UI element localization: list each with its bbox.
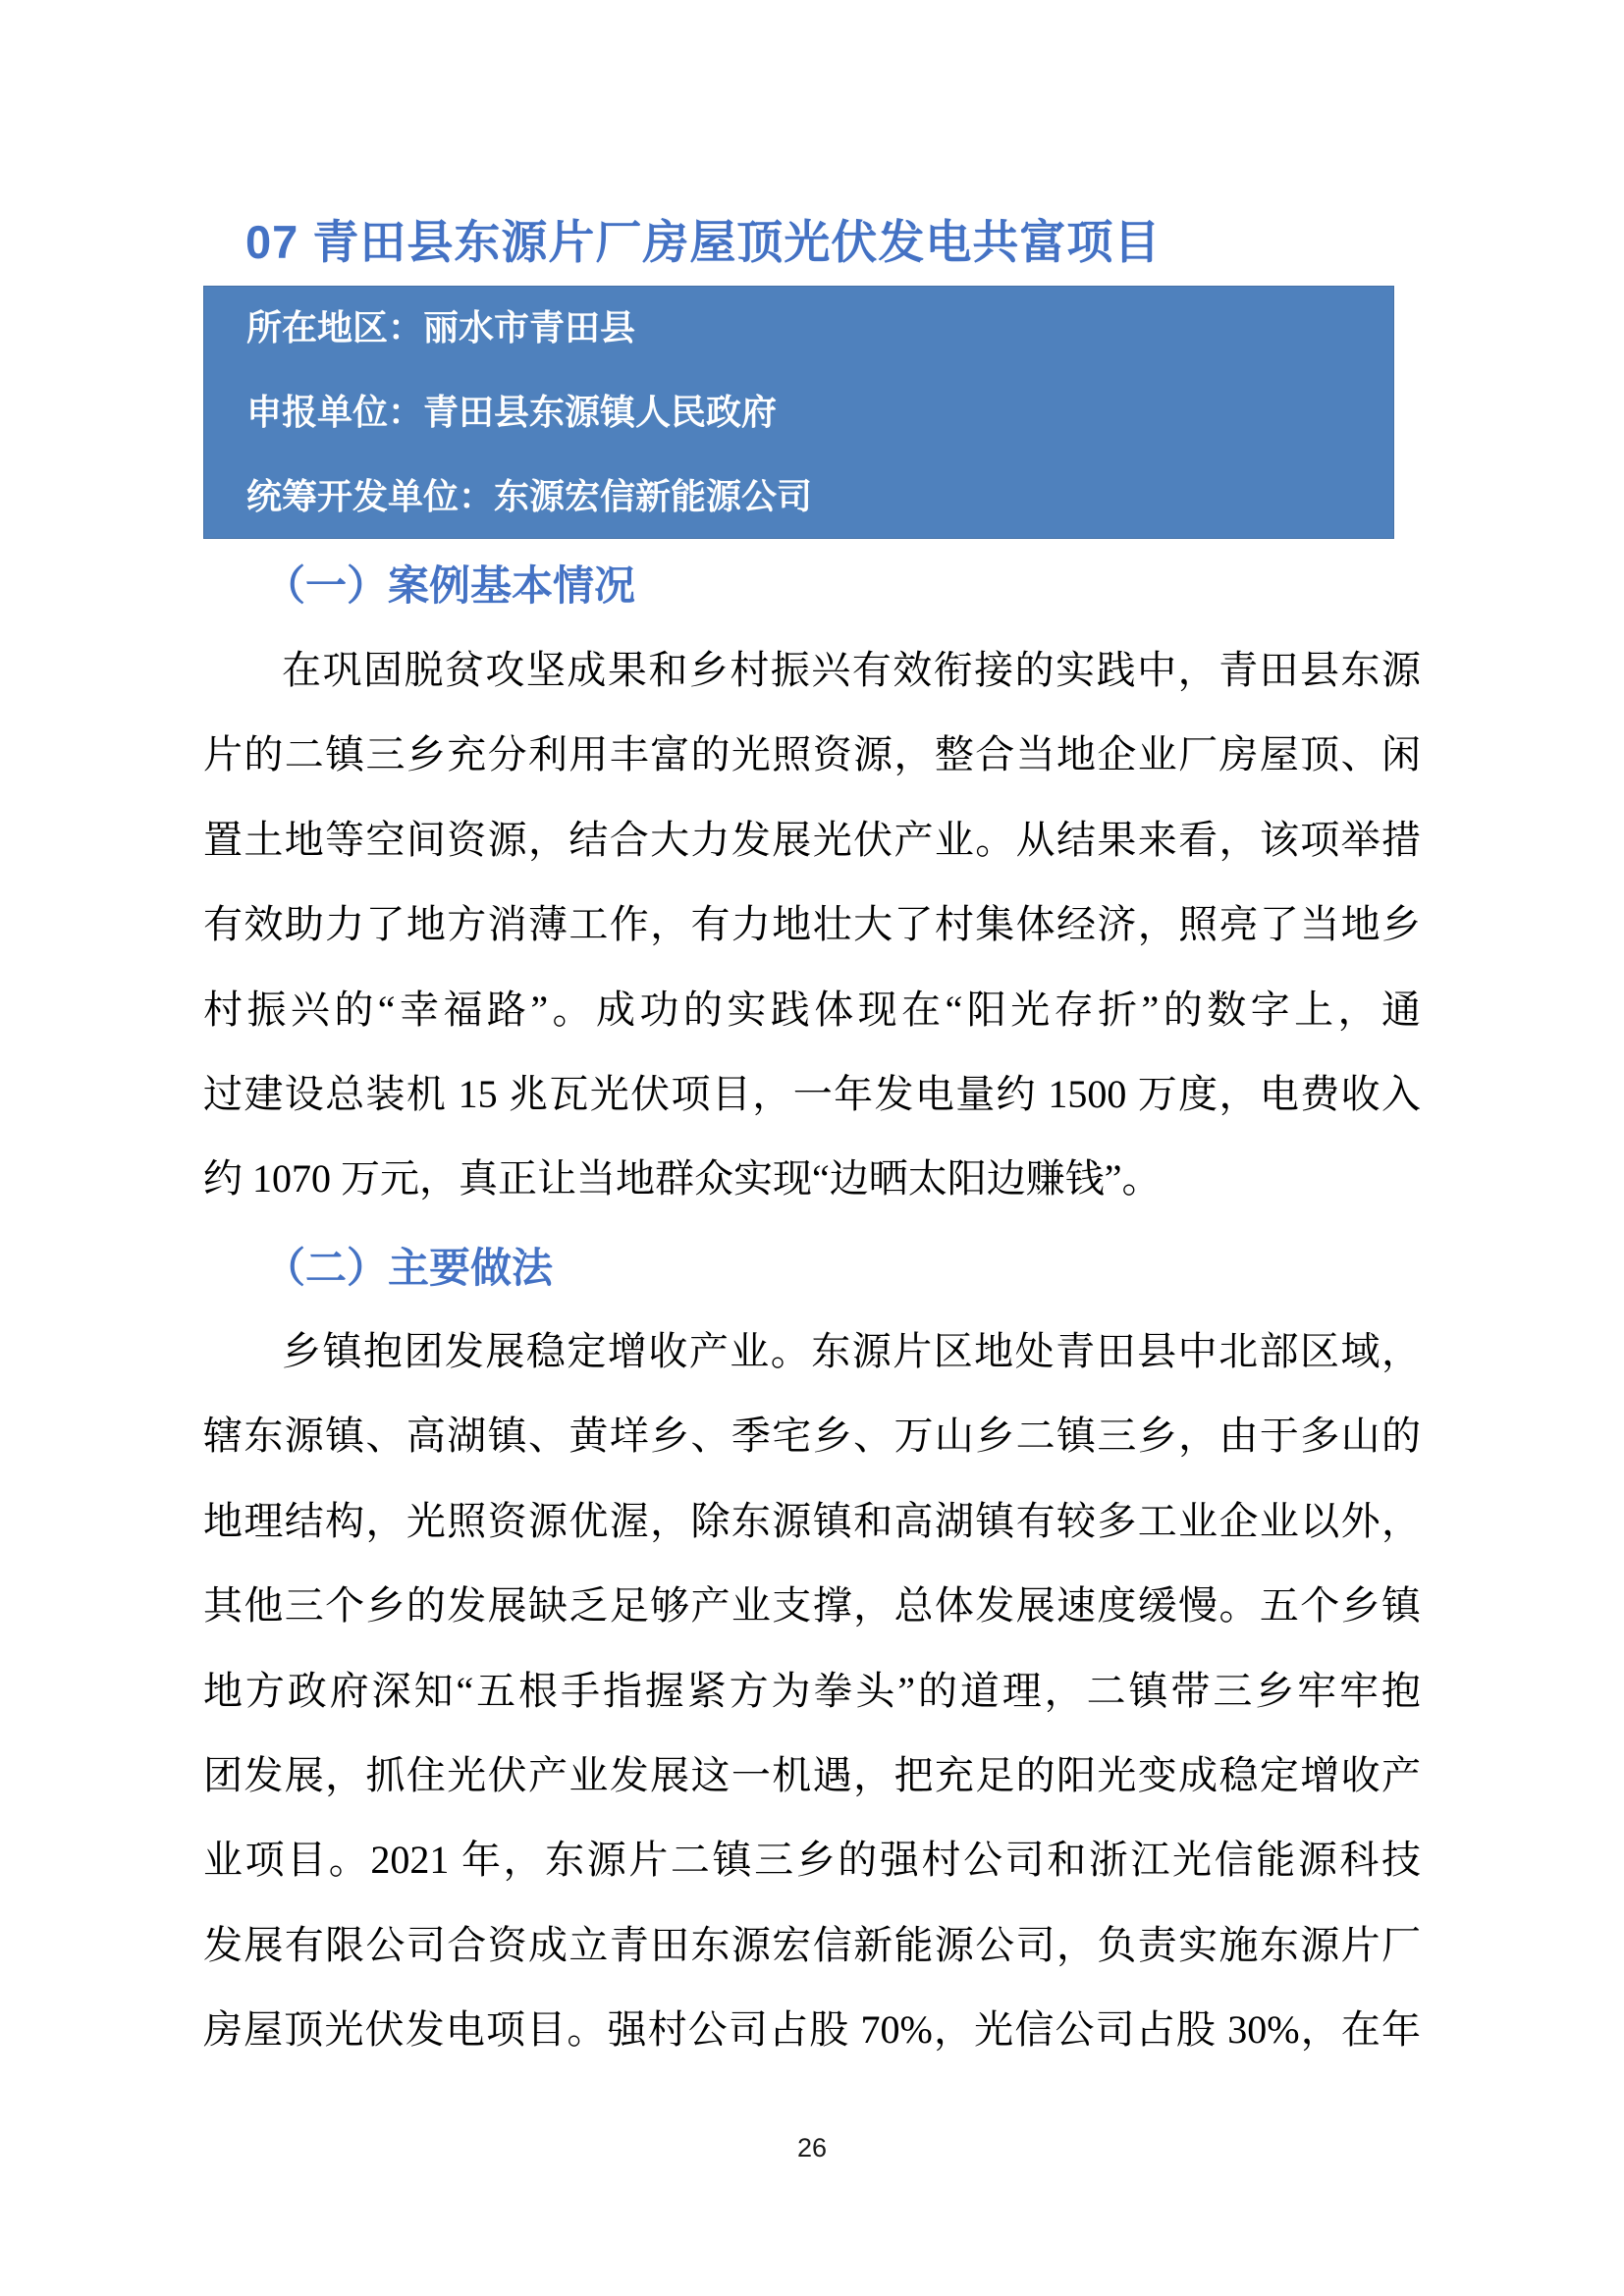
paragraph-line: 发展有限公司合资成立青田东源宏信新能源公司，负责实施东源片厂 (203, 1922, 1421, 1967)
paragraph-line: 地方政府深知“五根手指握紧方为拳头”的道理，二镇带三乡牢牢抱 (203, 1668, 1421, 1713)
info-line: 所在地区：丽水市青田县 (246, 307, 636, 347)
project-info-box (203, 286, 1394, 539)
paragraph-line: 房屋顶光伏发电项目。强村公司占股 70%，光信公司占股 30%，在年 (203, 2007, 1421, 2053)
page-number: 26 (796, 2133, 828, 2163)
paragraph-line: 地理结构，光照资源优渥，除东源镇和高湖镇有较多工业企业以外， (203, 1498, 1421, 1543)
paragraph-line: 在巩固脱贫攻坚成果和乡村振兴有效衔接的实践中，青田县东源 (282, 648, 1421, 692)
paragraph-line: 业项目。2021 年，东源片二镇三乡的强村公司和浙江光信能源科技 (203, 1838, 1421, 1883)
paragraph-line: 约 1070 万元，真正让当地群众实现“边晒太阳边赚钱”。 (203, 1156, 1162, 1201)
info-line: 统筹开发单位：东源宏信新能源公司 (246, 476, 813, 516)
body-paragraph-main-practices (203, 1309, 1421, 2073)
paragraph-line: 片的二镇三乡充分利用丰富的光照资源，整合当地企业厂房屋顶、闲 (203, 732, 1421, 777)
paragraph-line: 乡镇抱团发展稳定增收产业。东源片区地处青田县中北部区域， (282, 1329, 1421, 1373)
paragraph-line: 有效助力了地方消薄工作，有力地壮大了村集体经济，照亮了当地乡 (203, 902, 1421, 947)
paragraph-line: 其他三个乡的发展缺乏足够产业支撑，总体发展速度缓慢。五个乡镇 (203, 1583, 1421, 1629)
paragraph-line: 过建设总装机 15 兆瓦光伏项目，一年发电量约 1500 万度，电费收入 (203, 1071, 1421, 1116)
paragraph-line: 置土地等空间资源，结合大力发展光伏产业。从结果来看，该项举措 (203, 817, 1421, 862)
paragraph-line: 团发展，抓住光伏产业发展这一机遇，把充足的阳光变成稳定增收产 (203, 1752, 1421, 1797)
section-heading-basic-situation: （一）案例基本情况 (264, 562, 636, 609)
section-heading-main-practices: （二）主要做法 (264, 1245, 554, 1291)
paragraph-line: 辖东源镇、高湖镇、黄垟乡、季宅乡、万山乡二镇三乡，由于多山的 (203, 1414, 1421, 1459)
doc-title: 07 青田县东源片厂房屋顶光伏发电共富项目 (245, 216, 1162, 268)
body-paragraph-basic-situation (203, 628, 1421, 1222)
paragraph-line: 村振兴的“幸福路”。成功的实践体现在“阳光存折”的数字上，通 (203, 987, 1421, 1032)
info-line: 申报单位：青田县东源镇人民政府 (246, 392, 778, 432)
